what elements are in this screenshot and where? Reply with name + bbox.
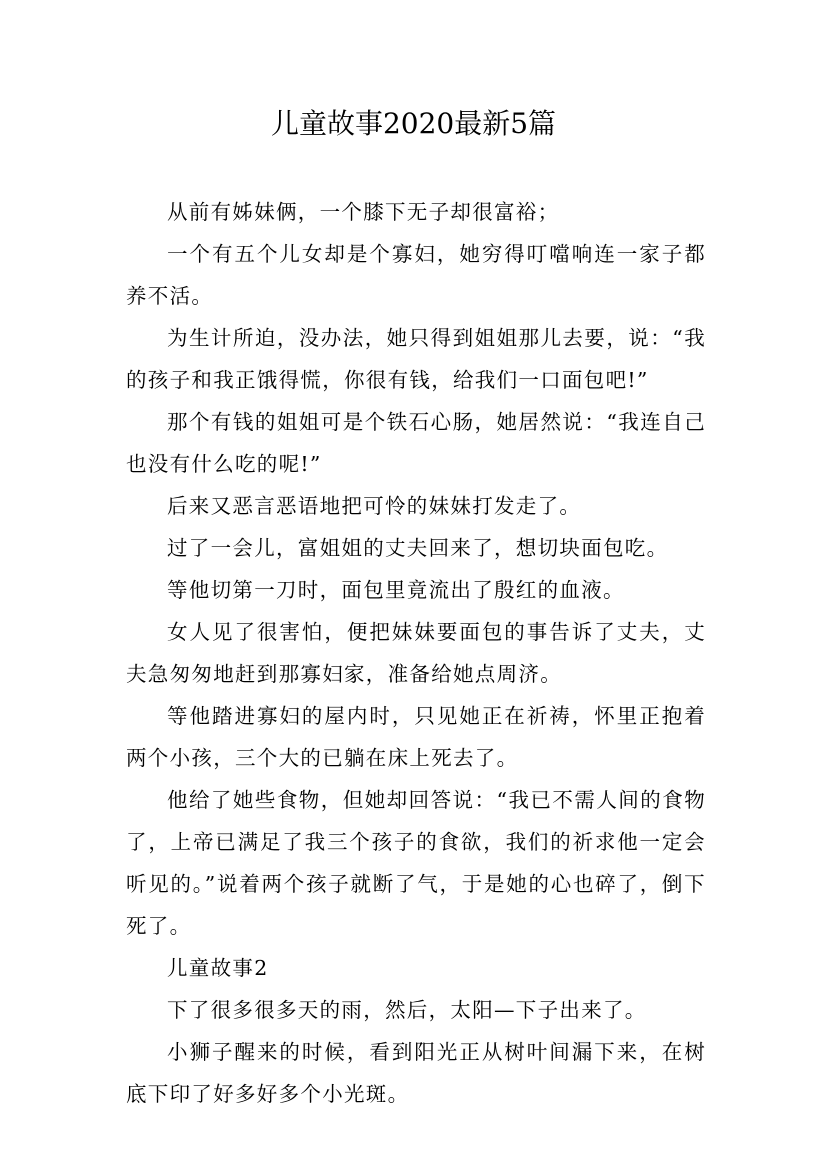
page-title: 儿童故事2020最新5篇 (270, 107, 557, 140)
paragraph-8: 女人见了很害怕，便把妹妹要面包的事告诉了丈夫，丈夫急匆匆地赶到那寡妇家，准备给她点周济。 (126, 620, 706, 686)
paragraph-2: 一个有五个儿女却是个寡妇，她穷得叮噹响连一家子都养不活。 (126, 242, 706, 308)
paragraph-12: 下了很多很多天的雨，然后，太阳—下子出来了。 (167, 998, 647, 1022)
paragraph-5: 后来又恶言恶语地把可怜的妹妹打发走了。 (167, 494, 582, 518)
document-body (126, 191, 706, 1115)
section-heading: 儿童故事2 (167, 956, 269, 980)
paragraph-10: 他给了她些食物，但她却回答说：“我已不需人间的食物了，上帝已满足了我三个孩子的食欲，我们的祈求他一定会听见的。”说着两个孩子就断了气，于是她的心也碎了，倒下死了。 (126, 788, 706, 938)
paragraph-4: 那个有钱的姐姐可是个铁石心肠，她居然说：“我连自己也没有什么吃的呢!” (126, 410, 706, 476)
paragraph-6: 过了一会儿，富姐姐的丈夫回来了，想切块面包吃。 (167, 536, 669, 560)
paragraph-9: 等他踏进寡妇的屋内时，只见她正在祈祷，怀里正抱着两个小孩，三个大的已躺在床上死去了。 (126, 704, 706, 770)
paragraph-1: 从前有姊妹俩，一个膝下无子却很富裕； (167, 200, 560, 224)
paragraph-13: 小狮子醒来的时候，看到阳光正从树叶间漏下来，在树底下印了好多好多个小光斑。 (126, 1040, 706, 1106)
paragraph-7: 等他切第一刀时，面包里竟流出了殷红的血液。 (167, 578, 625, 602)
paragraph-3: 为生计所迫，没办法，她只得到姐姐那儿去要，说：“我的孩子和我正饿得慌，你很有钱，给我们一口面包吧!” (126, 326, 706, 392)
